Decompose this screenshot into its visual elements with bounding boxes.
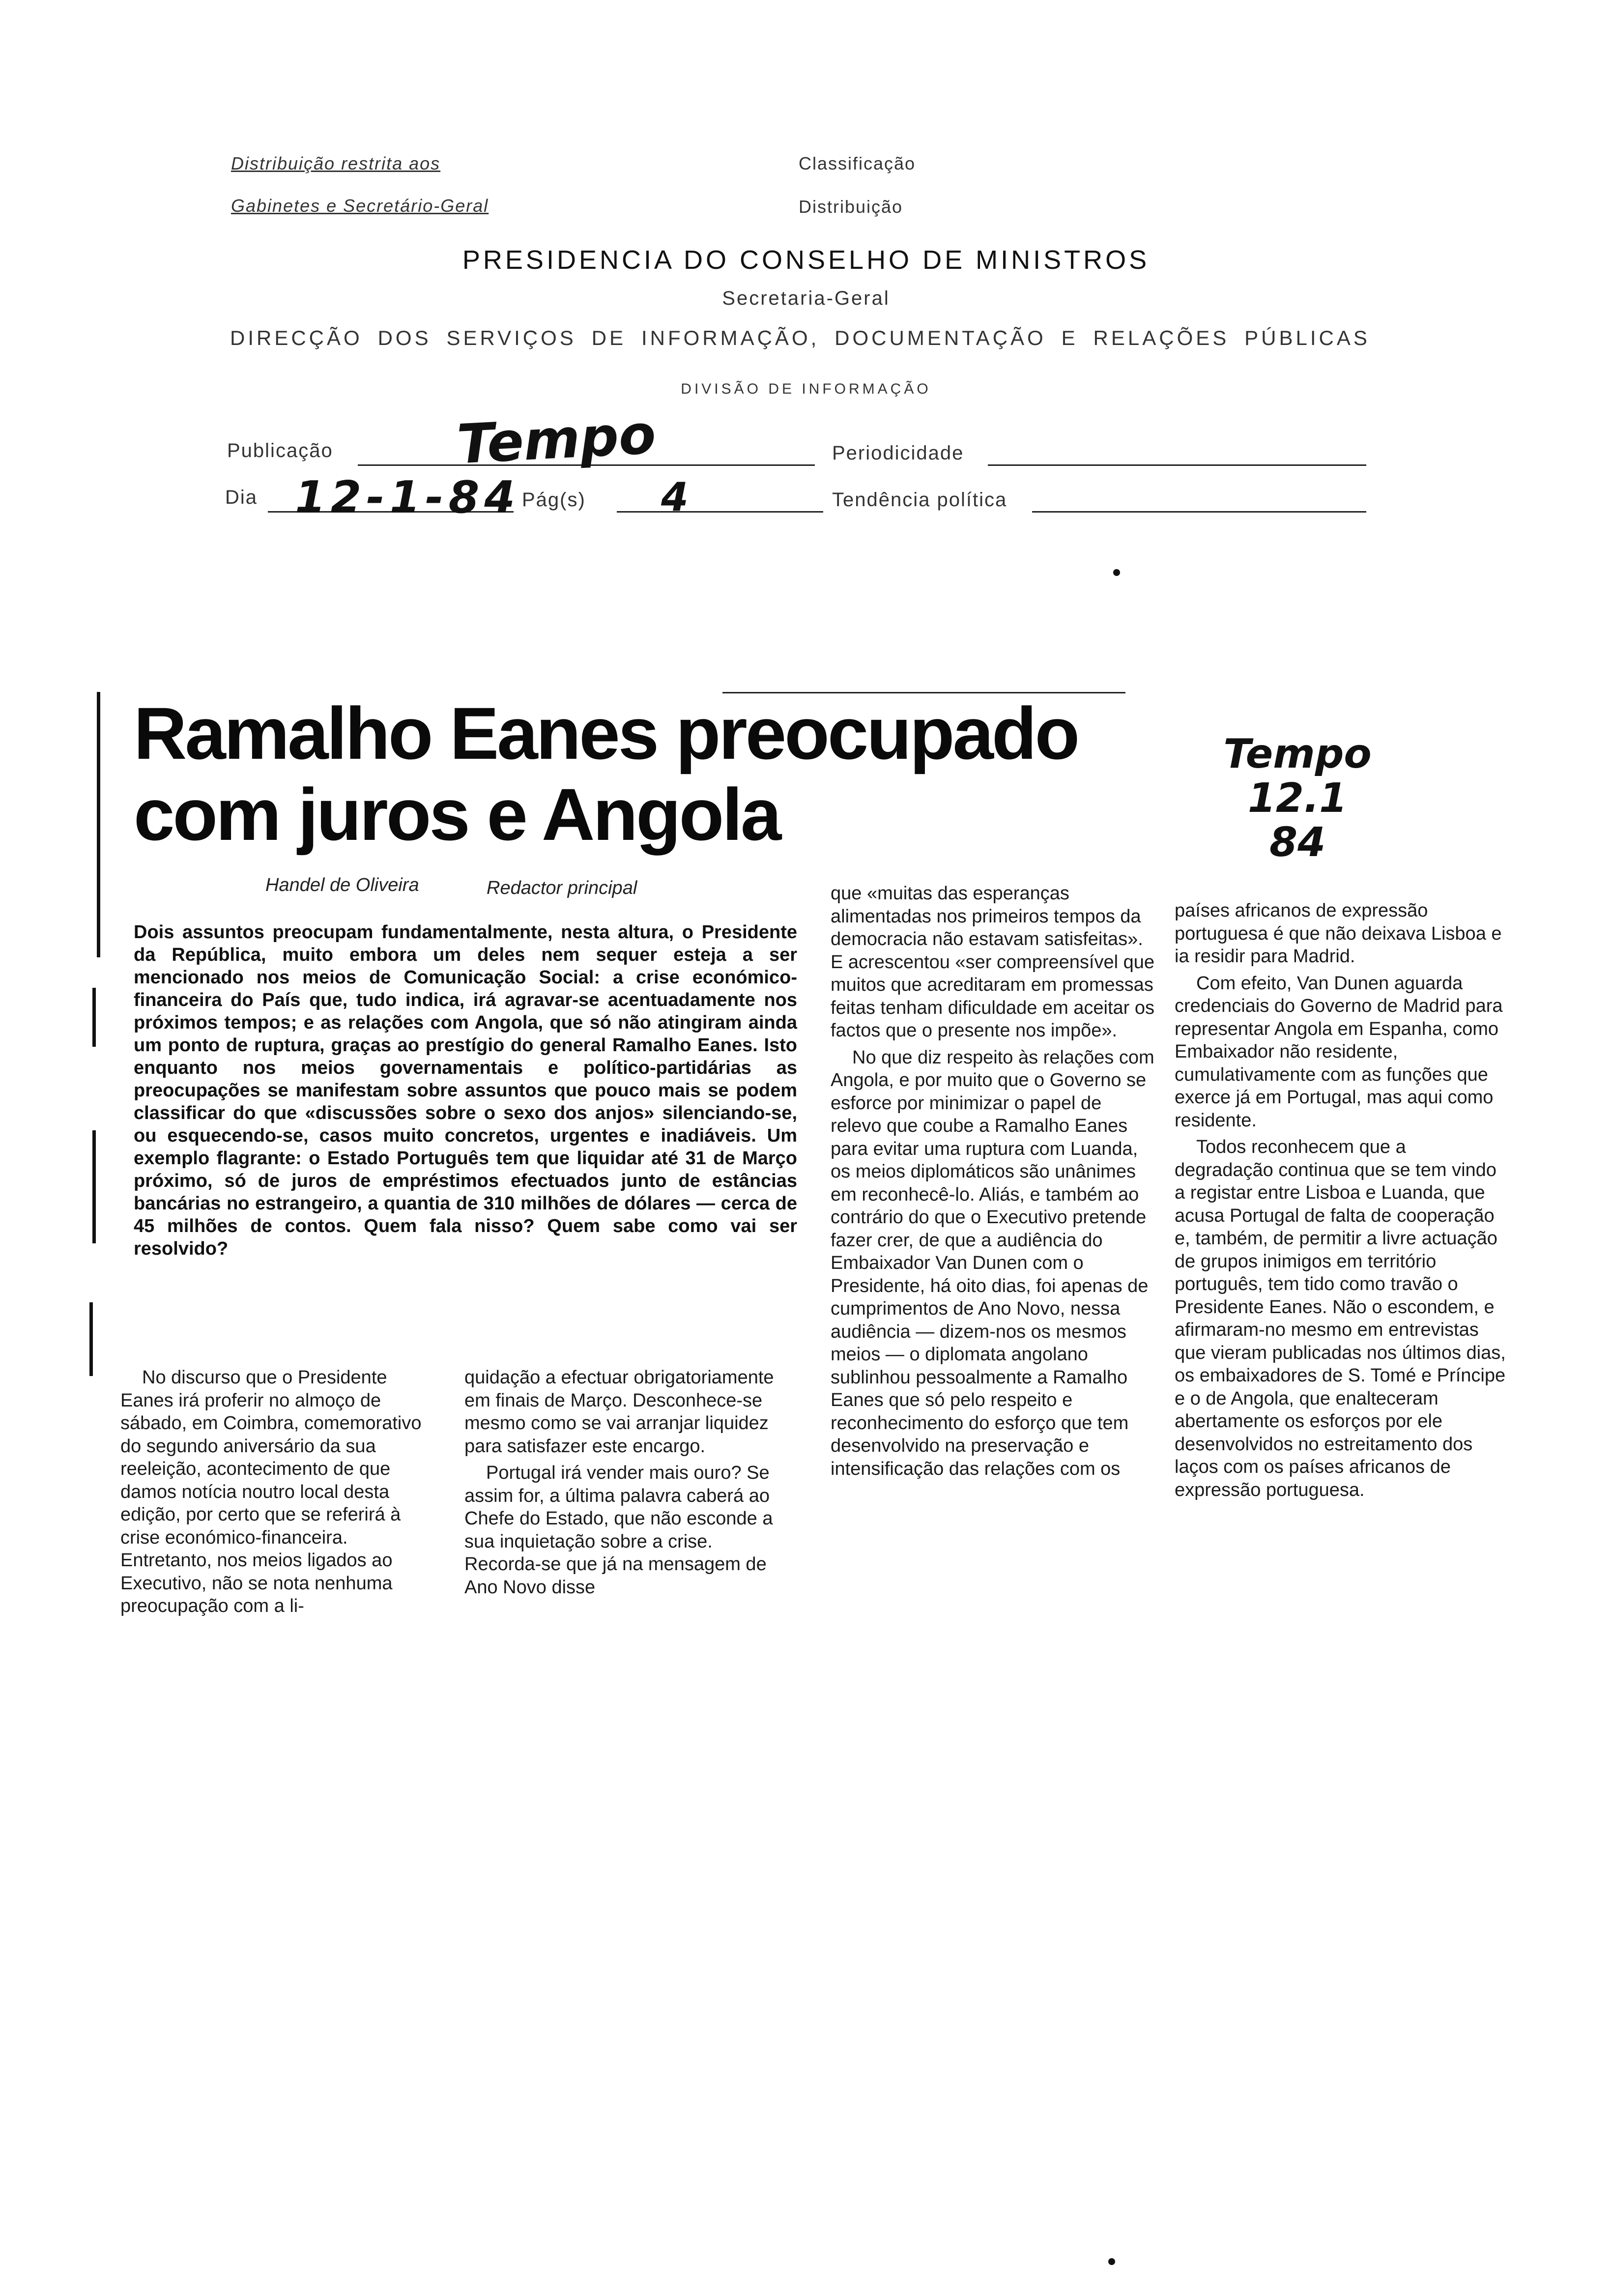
byline-role: Redactor principal — [487, 878, 637, 898]
paragraph: Portugal irá vender mais ouro? Se assim for, a última palavra caberá ao Chefe do Estado, que não esconde a sua inquietação sobre a crise. Recorda-se que já na mensagem de Ano Novo disse — [464, 1463, 773, 1598]
paragraph: No discurso que o Presidente Eanes irá proferir no almoço de sábado, em Coimbra, comemorativo do segundo aniversário da sua reeleição, acontecimento de que damos notícia noutro local desta edição, por certo que se referirá à crise económico-financeira. Entretanto, nos meios ligados ao Executivo, não se nota nenhuma preocupação com a li- — [120, 1367, 422, 1616]
stamp-line1: Tempo — [1223, 731, 1372, 777]
pags-rule — [617, 511, 823, 513]
publicacao-handwritten-value: Tempo — [455, 402, 658, 476]
direccao-word: DE — [591, 326, 627, 349]
byline-author: Handel de Oliveira — [265, 875, 419, 895]
secretaria-geral: Secretaria-Geral — [722, 287, 890, 309]
clipping-edge-bar — [89, 1302, 93, 1376]
tendencia-rule — [1032, 511, 1366, 513]
paragraph: que «muitas das esperanças alimentadas nos primeiros tempos da democracia não estavam satisfeitas». E acrescentou «ser compreensível que muitos que acreditaram em promessas feitas tenham dificuldade em aceitar os factos que o presente nos impõe». — [831, 883, 1155, 1041]
paragraph: quidação a efectuar obrigatoriamente em finais de Março. Desconhece-se mesmo como se vai arranjar liquidez para satisfazer este encargo. — [464, 1367, 774, 1457]
clipping-edge-bar — [97, 692, 100, 957]
headline-line2: com juros e Angola — [134, 773, 780, 856]
paragraph: No que diz respeito às relações com Angola, e por muito que o Governo se esforce por minimizar o papel de relevo que coube a Ramalho Eanes para evitar uma ruptura com Luanda, os meios diplomáticos são unânimes em reconhecê-lo. Aliás, e também ao contrário do que o Executivo pretende fazer crer, de que a audiência do Embaixador Van Dunen com o Presidente, há oito dias, foi apenas de cumprimentos de Ano Novo, nessa audiência — dizem-nos os mesmos meios — o diplomata angolano sublinhou pessoalmente a Ramalho Eanes que só pelo respeito e reconhecimento do esforço que tem desenvolvido na preservação e intensificação das relações com os — [831, 1047, 1154, 1479]
punch-dot-top — [1113, 569, 1120, 576]
pags-handwritten-value: 4 — [661, 474, 689, 520]
direccao-servicos — [230, 326, 1370, 350]
distribution-restriction-line2: Gabinetes e Secretário-Geral — [231, 196, 489, 216]
direccao-word: DOCUMENTAÇÃO — [835, 326, 1046, 349]
clipping-edge-bar — [92, 1130, 96, 1243]
punch-dot-bottom — [1108, 2258, 1115, 2265]
divisao-informacao: DIVISÃO DE INFORMAÇÃO — [681, 381, 931, 397]
article-column-1 — [120, 1366, 437, 1622]
distribution-restriction-line1: Distribuição restrita aos — [231, 153, 441, 173]
direccao-word: DOS — [377, 326, 432, 349]
direccao-word: DIRECÇÃO — [230, 326, 363, 349]
direccao-word: E — [1061, 326, 1078, 349]
direccao-word: PÚBLICAS — [1244, 326, 1370, 349]
direccao-word: SERVIÇOS — [446, 326, 576, 349]
article-lead: Dois assuntos preocupam fundamentalmente, nesta altura, o Presidente da República, muito embora um deles nem sequer esteja a ser mencionado nos meios de Comunicação Social: a crise económico-financeira do País que, tudo indica, irá agravar-se acentuadamente nos próximos tempos; e as relações com Angola, que só não atingiram ainda um ponto de ruptura, graças ao prestígio do general Ramalho Eanes. Isto enquanto nos meios governamentais e político-partidárias as preocupações se manifestam sobre assuntos que pouco mais se podem classificar do que «discussões sobre o sexo dos anjos» silenciando-se, ou esquecendo-se, casos muito concretos, urgentes e inadiáveis. Um exemplo flagrante: o Estado Português tem que liquidar até 31 de Março próximo, só de juros de empréstimos efectuados junto de estâncias bancárias no estrangeiro, a quantia de 310 milhões de dólares — cerca de 45 milhões de contos. Quem fala nisso? Quem sabe como vai ser resolvido? — [134, 922, 797, 1259]
paragraph: Todos reconhecem que a degradação continua que se tem vindo a registar entre Lisboa e Luanda, que acusa Portugal de falta de cooperação e, também, de permitir a livre actuação de grupos inimigos em território português, tem tido como travão o Presidente Eanes. Não o escondem, e afirmaram-no mesmo em entrevistas que vieram publicadas nos últimos dias, os embaixadores de S. Tomé e Príncipe e o de Angola, que enalteceram abertamente os esforços por ele desenvolvidos no estreitamento dos laços com os países africanos de expressão portuguesa. — [1175, 1137, 1506, 1500]
article-column-2 — [464, 1366, 789, 1603]
stamp-line2: 12.1 — [1247, 775, 1348, 822]
stamp-line3: 84 — [1269, 819, 1326, 866]
tendencia-label: Tendência política — [832, 489, 1008, 511]
distribution-label: Distribuição — [799, 197, 903, 217]
article-column-3 — [831, 882, 1157, 1484]
direccao-word: INFORMAÇÃO, — [641, 326, 820, 349]
periodicidade-label: Periodicidade — [832, 442, 964, 464]
classification-label: Classificação — [799, 153, 916, 173]
presidencia-title: PRESIDENCIA DO CONSELHO DE MINISTROS — [462, 245, 1150, 275]
clipping-edge-bar — [92, 988, 96, 1047]
direccao-word: RELAÇÕES — [1093, 326, 1230, 349]
handwritten-stamp — [1199, 732, 1396, 865]
paragraph: Com efeito, Van Dunen aguarda credenciais do Governo de Madrid para representar Angola em Espanha, como Embaixador não residente, cumulativamente com as funções que exerce já em Portugal, mas aqui como residente. — [1175, 973, 1503, 1131]
publicacao-label: Publicação — [227, 440, 333, 461]
pags-label: Pág(s) — [522, 489, 586, 511]
headline-line1: Ramalho Eanes preocupado — [134, 692, 1078, 775]
dia-label: Dia — [225, 487, 258, 508]
dia-handwritten-value: 12-1-84 — [295, 472, 520, 523]
paragraph: países africanos de expressão portuguesa é que não deixava Lisboa e ia residir para Madrid. — [1175, 900, 1502, 967]
periodicidade-rule — [988, 464, 1366, 466]
article-column-4 — [1175, 899, 1509, 1505]
